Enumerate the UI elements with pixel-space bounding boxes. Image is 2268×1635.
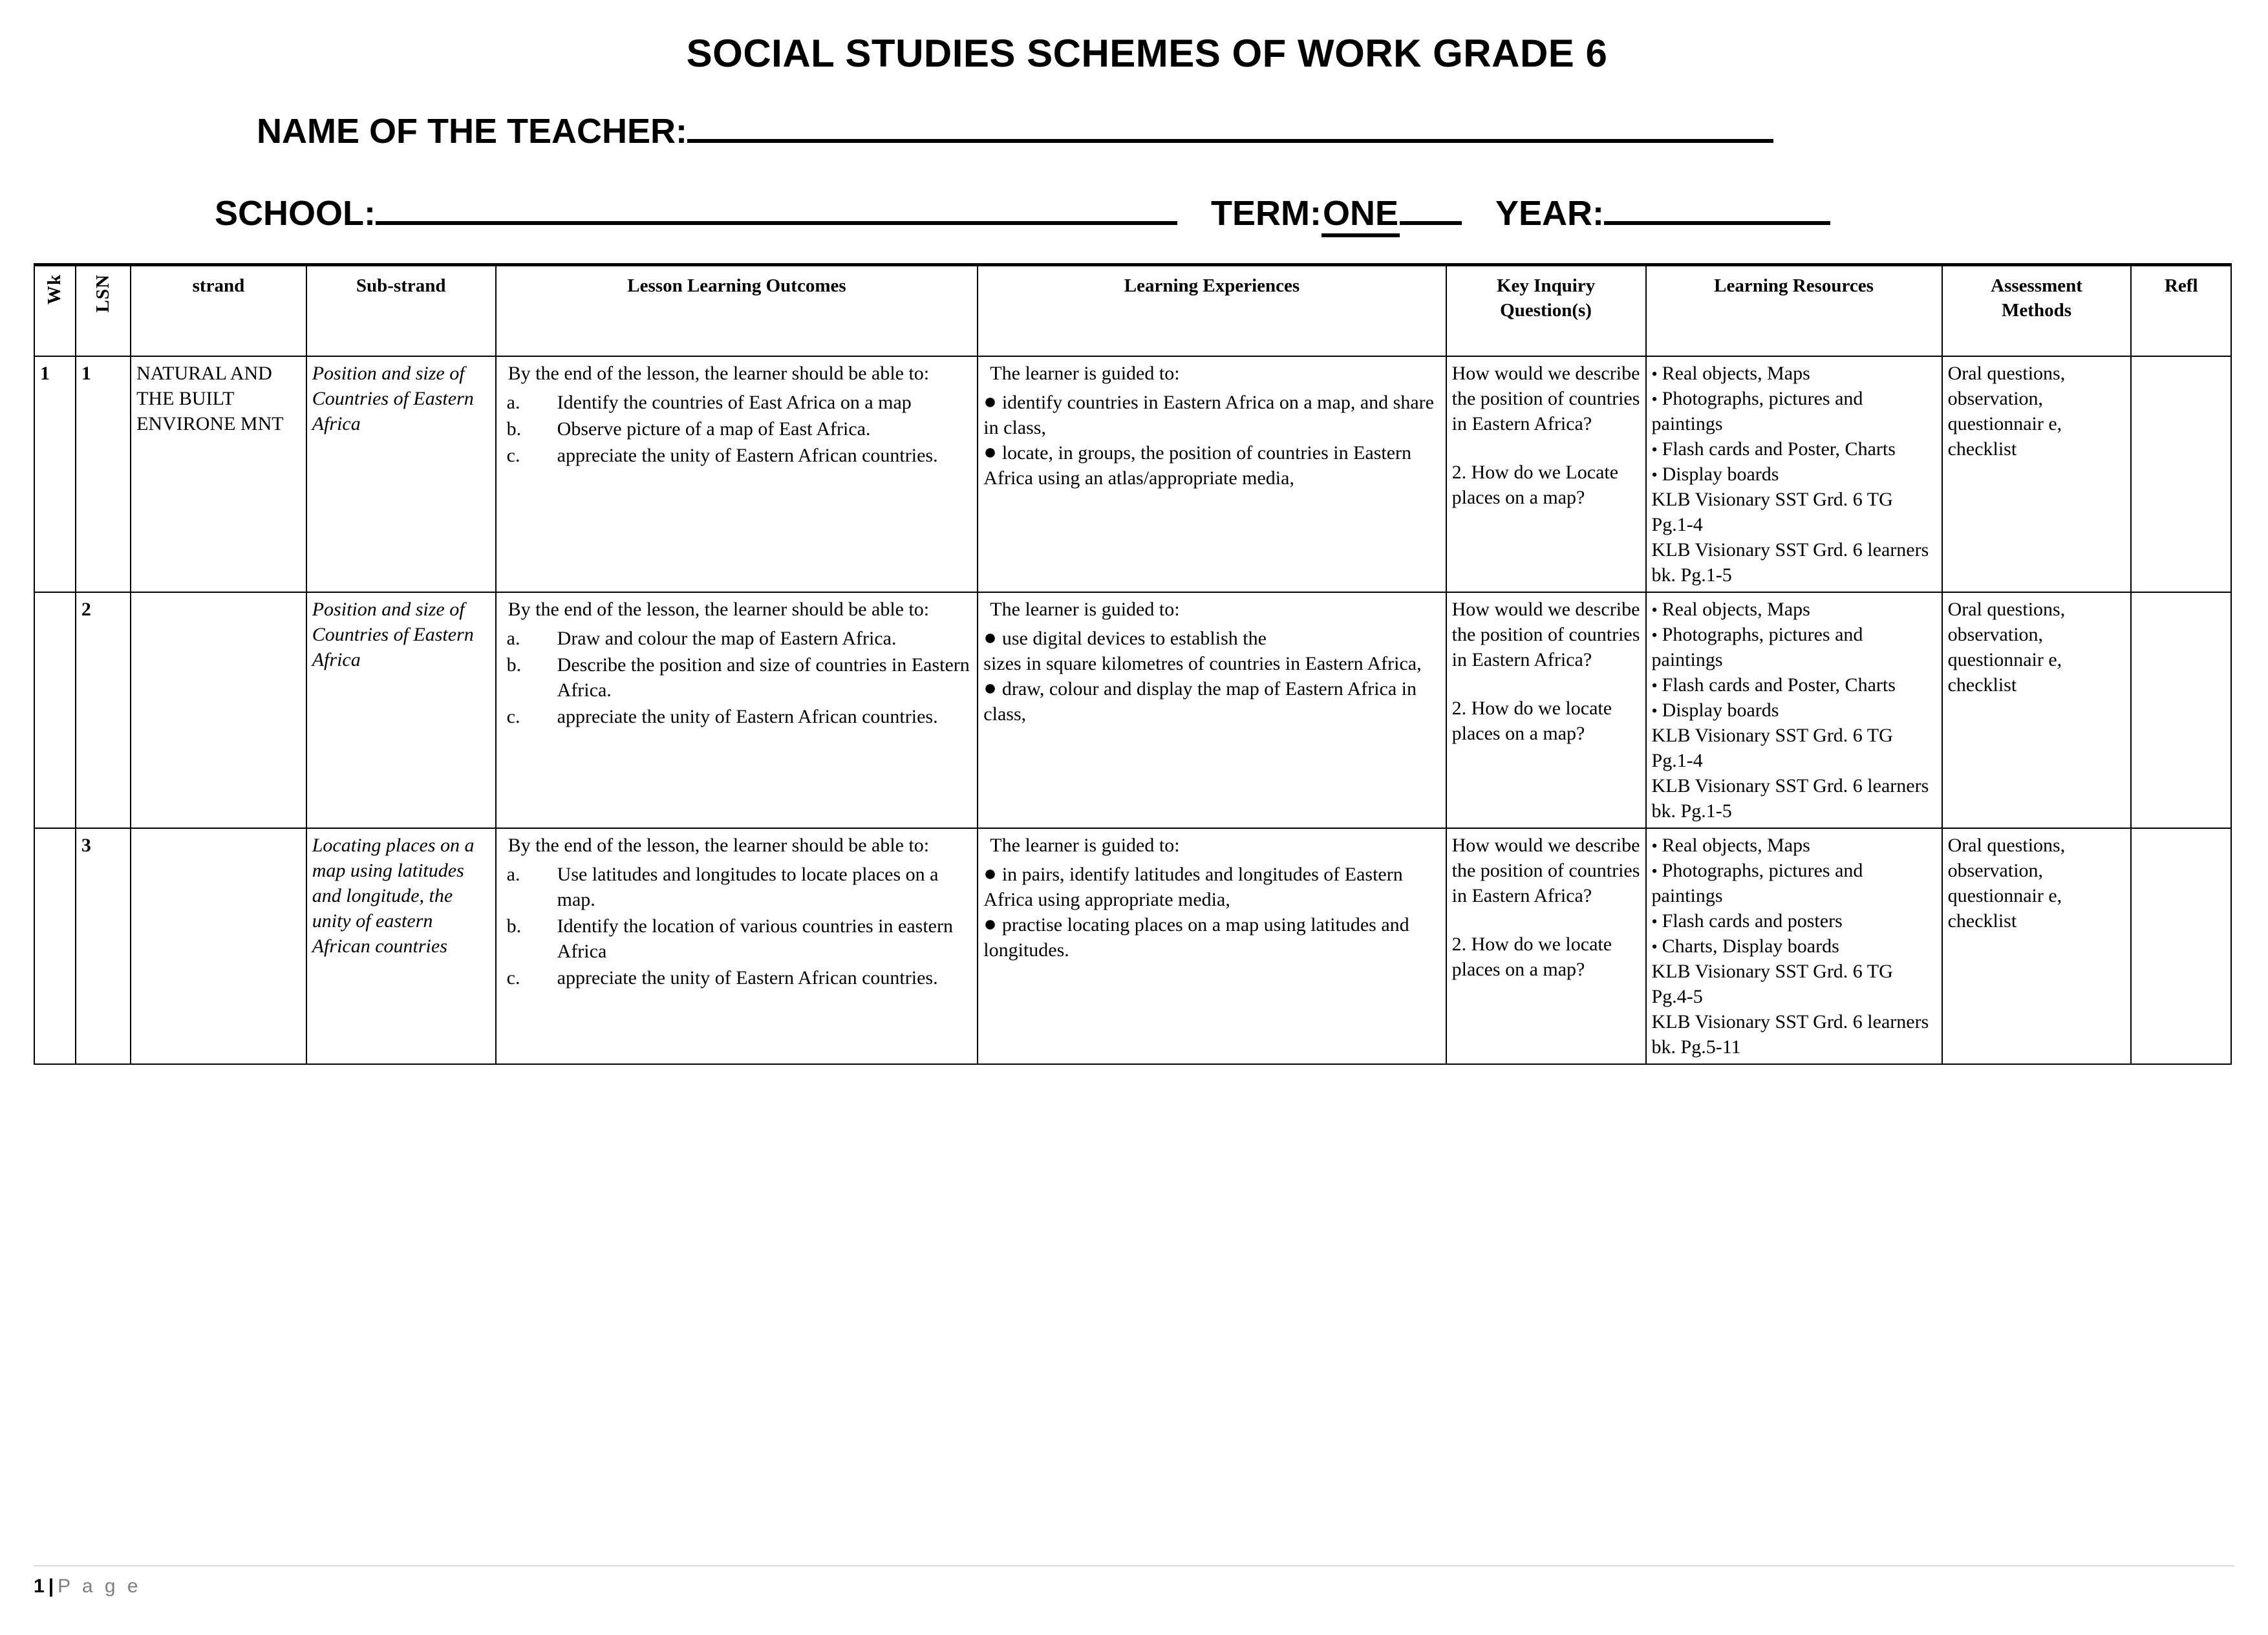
cell-refl [2131, 828, 2231, 1064]
le-lead-in: The learner is guided to: [990, 835, 1180, 856]
llo-item-marker: c. [506, 706, 520, 727]
resources-list [1652, 833, 1936, 959]
cell-key-inquiry-questions [1446, 592, 1646, 828]
llo-item: a. Use latitudes and longitudes to locate places on a map. [502, 862, 972, 912]
le-list [983, 626, 1440, 727]
le-list [983, 862, 1440, 963]
llo-lead-in: By the end of the lesson, the learner should be able to: [508, 599, 930, 620]
llo-item: b. Identify the location of various countries in eastern Africa [502, 914, 972, 964]
cell-learning-experiences [978, 356, 1446, 592]
key-inquiry-question-1: How would we describe the position of countries in Eastern Africa? [1451, 835, 1640, 906]
column-header-strand: strand [131, 265, 306, 357]
bullet-icon: • [1651, 862, 1658, 881]
kiq-spacer [1452, 672, 1640, 696]
column-header-sub-strand: Sub-strand [306, 265, 496, 357]
resource-reference: KLB Visionary SST Grd. 6 TG Pg.1-4 [1651, 489, 1893, 535]
le-lead-in: The learner is guided to: [990, 599, 1180, 620]
resources-list [1652, 361, 1936, 487]
term-label: TERM: [1211, 194, 1321, 233]
bullet-icon: • [1651, 601, 1658, 619]
resource-item: • Charts, Display boards [1651, 935, 1839, 957]
page-number-block [34, 1576, 2234, 1598]
cell-assessment-methods: Oral questions, observation, questionnair e, checklist [1942, 828, 2132, 1064]
cell-refl [2131, 356, 2231, 592]
school-label: SCHOOL: [215, 194, 376, 233]
bullet-icon: • [1651, 440, 1658, 459]
assessment-methods-line-1: Assessment [1991, 275, 2082, 296]
resource-reference: KLB Visionary SST Grd. 6 learners bk. Pg.1-5 [1651, 775, 1929, 822]
kiq-spacer [1452, 436, 1640, 460]
llo-item: b. Observe picture of a map of East Africa. [502, 416, 972, 442]
bullet-icon: • [1651, 626, 1658, 645]
cell-sub-strand: Position and size of Countries of Eastern Africa [306, 356, 496, 592]
teacher-name-blank[interactable] [687, 109, 1773, 143]
kiq-spacer [1452, 908, 1640, 932]
column-header-wk [34, 265, 76, 357]
cell-strand [131, 592, 306, 828]
column-header-learning-experiences: Learning Experiences [978, 265, 1446, 357]
resource-reference: KLB Visionary SST Grd. 6 learners bk. Pg.1-5 [1651, 539, 1929, 586]
column-header-key-inquiry-questions [1446, 265, 1646, 357]
cell-lesson-learning-outcomes [496, 356, 978, 592]
resource-item: • Real objects, Maps [1651, 363, 1810, 384]
resource-item: • Display boards [1651, 464, 1779, 485]
llo-list [502, 626, 972, 729]
year-label: YEAR: [1495, 194, 1605, 233]
llo-item-marker: b. [506, 915, 522, 937]
cell-learning-resources [1646, 828, 1942, 1064]
term-blank[interactable] [1400, 191, 1462, 225]
le-item: ● practise locating places on a map using latitudes and longitudes. [983, 912, 1409, 961]
table-row [34, 592, 2231, 828]
llo-item: c. appreciate the unity of Eastern African countries. [502, 965, 972, 990]
cell-learning-experiences [978, 828, 1446, 1064]
resource-item: • Flash cards and Poster, Charts [1651, 674, 1896, 696]
footer-page-number: 1 [34, 1576, 45, 1597]
school-term-year-field-row [34, 191, 2234, 237]
llo-lead-in: By the end of the lesson, the learner should be able to: [508, 835, 930, 856]
cell-lesson-number: 2 [76, 592, 131, 828]
cell-week [34, 592, 76, 828]
resource-item: • Flash cards and posters [1651, 910, 1843, 932]
key-inquiry-question-2: 2. How do we locate places on a map? [1451, 698, 1612, 744]
table-header-row [34, 265, 2231, 357]
bullet-icon: ● [983, 626, 997, 650]
llo-item-marker: b. [506, 654, 522, 676]
llo-item-marker: a. [506, 628, 520, 649]
le-list [983, 390, 1440, 491]
llo-item-marker: b. [506, 418, 522, 440]
bullet-icon: ● [983, 912, 997, 936]
bullet-icon: • [1651, 465, 1658, 484]
llo-item-marker: a. [506, 392, 520, 413]
cell-lesson-learning-outcomes [496, 828, 978, 1064]
cell-lesson-number: 3 [76, 828, 131, 1064]
resources-list [1652, 597, 1936, 723]
cell-refl [2131, 592, 2231, 828]
column-header-lsn-label: LSN [92, 274, 113, 313]
key-inquiry-question-1: How would we describe the position of countries in Eastern Africa? [1451, 363, 1640, 434]
cell-sub-strand: Locating places on a map using latitudes and longitude, the unity of eastern African countries [306, 828, 496, 1064]
bullet-icon: ● [983, 390, 997, 414]
page-title: SOCIAL STUDIES SCHEMES OF WORK GRADE 6 [686, 32, 1608, 75]
column-header-lsn [76, 265, 131, 357]
le-item: ● use digital devices to establish the sizes in square kilometres of countries in Eastern Africa, [983, 626, 1422, 674]
llo-list [502, 390, 972, 468]
bullet-icon: • [1651, 701, 1658, 720]
cell-strand [131, 828, 306, 1064]
footer-divider [34, 1565, 2234, 1566]
llo-item: a. Draw and colour the map of Eastern Africa. [502, 626, 972, 651]
le-lead-in: The learner is guided to: [990, 363, 1180, 384]
bullet-icon: • [1651, 837, 1658, 855]
le-item: ● draw, colour and display the map of Eastern Africa in class, [983, 676, 1417, 725]
resource-item: • Photographs, pictures and paintings [1651, 860, 1863, 906]
cell-strand: NATURAL AND THE BUILT ENVIRONE MNT [131, 356, 306, 592]
table-row [34, 356, 2231, 592]
key-inquiry-line-2: Question(s) [1500, 299, 1592, 321]
term-value[interactable]: ONE [1321, 193, 1400, 237]
resource-item: • Photographs, pictures and paintings [1651, 624, 1863, 670]
key-inquiry-line-1: Key Inquiry [1496, 275, 1596, 296]
key-inquiry-question-2: 2. How do we Locate places on a map? [1451, 462, 1619, 508]
llo-item: c. appreciate the unity of Eastern African countries. [502, 704, 972, 729]
le-item: ● locate, in groups, the position of countries in Eastern Africa using an atlas/appropriate media, [983, 440, 1412, 489]
llo-item: b. Describe the position and size of countries in Eastern Africa. [502, 652, 972, 703]
bullet-icon: • [1651, 365, 1658, 383]
llo-list [502, 862, 972, 990]
llo-item-marker: c. [506, 967, 520, 988]
page-footer [34, 1565, 2234, 1598]
cell-sub-strand: Position and size of Countries of Eastern Africa [306, 592, 496, 828]
resource-item: • Flash cards and Poster, Charts [1651, 438, 1896, 460]
resource-reference: KLB Visionary SST Grd. 6 learners bk. Pg.5-11 [1651, 1011, 1929, 1058]
bullet-icon: ● [983, 676, 997, 700]
llo-item: c. appreciate the unity of Eastern African countries. [502, 443, 972, 468]
year-blank[interactable] [1604, 191, 1830, 225]
bullet-icon: • [1651, 676, 1658, 695]
cell-assessment-methods: Oral questions, observation, questionnair e, checklist [1942, 592, 2132, 828]
footer-separator: | [48, 1576, 54, 1597]
column-header-assessment-methods [1942, 265, 2132, 357]
le-item: ● identify countries in Eastern Africa on a map, and share in class, [983, 390, 1434, 438]
document-page [0, 31, 2268, 1635]
resource-reference: KLB Visionary SST Grd. 6 TG Pg.1-4 [1651, 725, 1893, 771]
column-header-wk-label: Wk [44, 274, 65, 305]
bullet-icon: ● [983, 862, 997, 886]
teacher-label: NAME OF THE TEACHER: [257, 112, 687, 151]
teacher-field-row [34, 109, 2234, 151]
cell-key-inquiry-questions [1446, 828, 1646, 1064]
cell-learning-experiences [978, 592, 1446, 828]
cell-week: 1 [34, 356, 76, 592]
cell-assessment-methods: Oral questions, observation, questionnair e, checklist [1942, 356, 2132, 592]
llo-item-marker: a. [506, 864, 520, 885]
column-header-lesson-learning-outcomes: Lesson Learning Outcomes [496, 265, 978, 357]
resource-item: • Real objects, Maps [1651, 835, 1810, 856]
footer-page-word: P a g e [58, 1576, 142, 1597]
cell-lesson-learning-outcomes [496, 592, 978, 828]
cell-week [34, 828, 76, 1064]
assessment-methods-line-2: Methods [2002, 299, 2071, 321]
key-inquiry-question-1: How would we describe the position of countries in Eastern Africa? [1451, 599, 1640, 670]
school-name-blank[interactable] [376, 191, 1177, 225]
le-item: ● in pairs, identify latitudes and longitudes of Eastern Africa using appropriate media, [983, 862, 1403, 910]
cell-key-inquiry-questions [1446, 356, 1646, 592]
schemes-of-work-table [34, 263, 2232, 1065]
column-header-learning-resources: Learning Resources [1646, 265, 1942, 357]
llo-item-marker: c. [506, 445, 520, 466]
resource-item: • Real objects, Maps [1651, 599, 1810, 620]
bullet-icon: ● [983, 440, 997, 464]
resource-reference: KLB Visionary SST Grd. 6 TG Pg.4-5 [1651, 961, 1893, 1007]
cell-learning-resources [1646, 592, 1942, 828]
column-header-refl: Refl [2131, 265, 2231, 357]
bullet-icon: • [1651, 912, 1658, 931]
table-row [34, 828, 2231, 1064]
key-inquiry-question-2: 2. How do we locate places on a map? [1451, 934, 1612, 980]
resource-item: • Photographs, pictures and paintings [1651, 388, 1863, 434]
llo-item: a. Identify the countries of East Africa on a map [502, 390, 972, 415]
llo-lead-in: By the end of the lesson, the learner should be able to: [508, 363, 930, 384]
resource-item: • Display boards [1651, 700, 1779, 721]
table-body [34, 356, 2231, 1064]
bullet-icon: • [1651, 390, 1658, 409]
cell-lesson-number: 1 [76, 356, 131, 592]
cell-learning-resources [1646, 356, 1942, 592]
bullet-icon: • [1651, 937, 1658, 956]
